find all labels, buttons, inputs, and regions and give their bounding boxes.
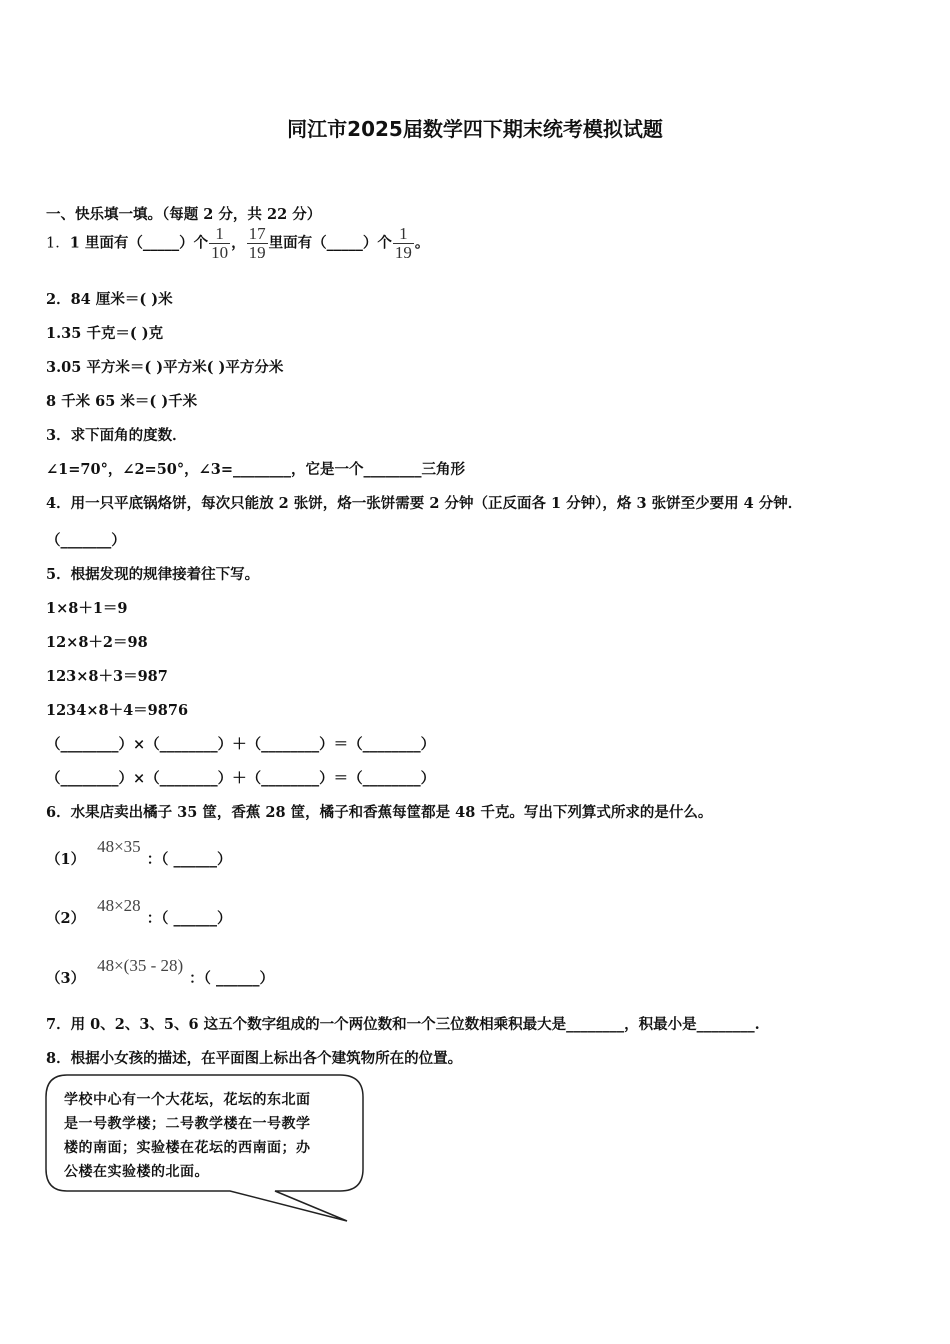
fraction-numerator: 1 — [399, 224, 408, 243]
q6-item-label: （1） — [46, 851, 86, 868]
question-4-line-1: 4．用一只平底锅烙饼，每次只能放 2 张饼，烙一张饼需要 2 分钟（正反面各 1 分钟），烙 3 张饼至少要用 4 分钟． — [46, 495, 803, 512]
fraction-numerator: 1 — [215, 224, 224, 243]
q5-blank-equation-1: （________）×（________）＋（________）＝（________） — [46, 736, 436, 753]
q6-item-label: （3） — [46, 970, 86, 987]
q5-blank-equation-2: （________）×（________）＋（________）＝（________） — [46, 770, 436, 787]
question-2-line-3: 3.05 平方米＝( )平方米( )平方分米 — [46, 359, 284, 376]
q1-comma: ， — [231, 234, 246, 252]
question-2-line-2: 1.35 千克＝( )克 — [46, 325, 164, 342]
question-1 — [46, 225, 429, 262]
q5-equation-4: 1234×8＋4＝9876 — [46, 702, 189, 719]
q1-end: 。 — [414, 234, 430, 252]
question-5-line-1: 5．根据发现的规律接着往下写。 — [46, 566, 260, 583]
q6-item-1 — [46, 837, 232, 869]
q6-expression: 48×28 — [97, 896, 141, 915]
question-3-line-1: 3．求下面角的度数． — [46, 427, 187, 444]
q6-item-2 — [46, 896, 232, 928]
page-title: 同江市2025届数学四下期末统考模拟试题 — [287, 117, 663, 141]
fraction-17-19 — [247, 225, 268, 262]
fraction-1-19 — [393, 225, 414, 262]
q6-answer-blank: ：（ ______） — [146, 851, 232, 868]
q6-item-label: （2） — [46, 910, 86, 927]
q1-part1: 1 里面有（_____）个 — [69, 234, 209, 252]
q6-expression: 48×(35 - 28) — [97, 956, 184, 975]
q6-answer-blank: ：（ ______） — [189, 970, 274, 987]
fraction-numerator: 17 — [248, 224, 266, 243]
q6-answer-blank: ：（ ______） — [146, 910, 232, 927]
question-7: 7．用 0、2、3、5、6 这五个数字组成的一个两位数和一个三位数相乘积最大是________，积最小是________. — [46, 1016, 760, 1033]
speech-bubble-text: 学校中心有一个大花坛，花坛的东北面 是一号教学楼；二号教学楼在一号教学 楼的南面；实验楼在花坛的西南面；办 公楼在实验楼的北面。 — [64, 1092, 311, 1180]
fraction-denominator: 19 — [248, 242, 266, 262]
question-3-line-2: ∠1=70°，∠2=50°，∠3=________，它是一个________三角形 — [46, 461, 466, 478]
fraction-denominator: 10 — [211, 242, 229, 262]
fraction-1-10 — [209, 225, 230, 262]
q1-part2: 里面有（_____）个 — [268, 234, 392, 252]
q5-equation-1: 1×8＋1＝9 — [46, 600, 128, 617]
fraction-denominator: 19 — [394, 242, 412, 262]
q5-equation-3: 123×8＋3＝987 — [46, 668, 168, 685]
q1-number: 1． — [46, 235, 70, 252]
question-2-line-4: 8 千米 65 米＝( )千米 — [46, 393, 198, 410]
question-6-line-1: 6．水果店卖出橘子 35 筐，香蕉 28 筐，橘子和香蕉每筐都是 48 千克。写出下列算式所求的是什么。 — [46, 804, 713, 821]
q5-equation-2: 12×8＋2＝98 — [46, 634, 148, 651]
question-4-answer-blank: （_______） — [46, 532, 126, 549]
question-8: 8．根据小女孩的描述，在平面图上标出各个建筑物所在的位置。 — [46, 1050, 463, 1067]
section-heading: 一、快乐填一填。（每题 2 分，共 22 分） — [46, 206, 322, 223]
q6-item-3 — [46, 956, 274, 988]
q6-expression: 48×35 — [97, 837, 141, 856]
question-2-line-1: 2．84 厘米＝( )米 — [46, 291, 173, 308]
